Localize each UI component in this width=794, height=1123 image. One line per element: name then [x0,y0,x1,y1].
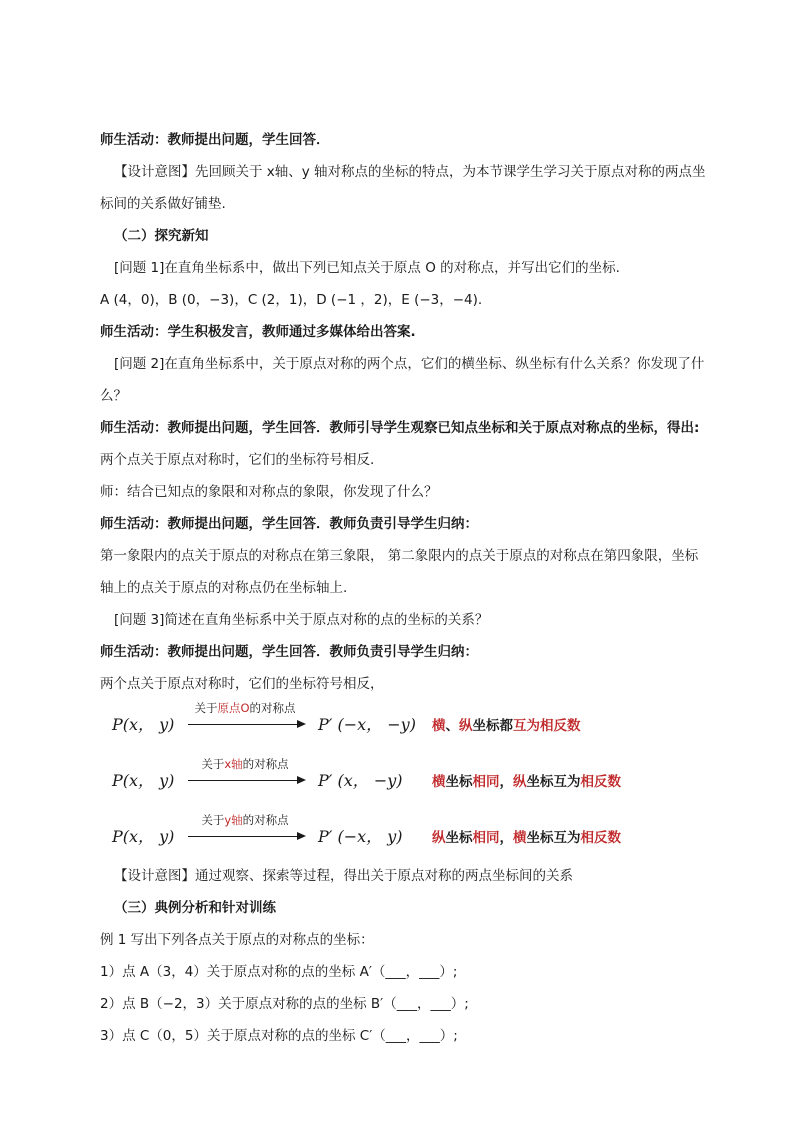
note-segment: 相反数 [580,830,621,846]
formula-note [432,826,621,846]
formula-to: P′ (x， −y) [318,771,403,790]
exercise-2: 2）点 B（−2，3）关于原点对称的点的坐标 B′（___，___）; [100,996,469,1012]
note-segment: 相同 [472,774,500,790]
arrow-head-icon [297,720,306,728]
arrow-label-pre: 关于 [201,757,225,771]
arrow-label-highlight: y轴 [224,813,243,827]
result-line-3: 两个点关于原点对称时，它们的坐标符号相反， [100,676,384,692]
formula-note [432,714,581,734]
question-2-line-a: [问题 2]在直角坐标系中，关于原点对称的两个点，它们的横坐标、纵坐标有什么关系？你发现了什 [114,356,705,372]
activity-line-1: 师生活动：教师提出问题，学生回答． [100,132,330,148]
arrow-label [184,812,306,828]
activity-line-4: 师生活动：教师提出问题，学生回答．教师负责引导学生归纳： [100,516,478,532]
section-heading-explore: （二）探究新知 [114,228,209,244]
note-segment: 纵 [459,718,473,734]
result-line-2a: 第一象限内的点关于原点的对称点在第三象限， 第二象限内的点关于原点的对称点在第四象限，坐标 [100,548,699,564]
note-segment: 坐标 [445,830,473,846]
activity-line-2: 师生活动：学生积极发言，教师通过多媒体给出答案. [100,324,416,340]
formula-arrow [184,700,306,736]
note-segment: 互为相反数 [513,718,581,734]
note-segment: 纵 [432,830,446,846]
result-line-2b: 轴上的点关于原点的对称点仍在坐标轴上. [100,580,348,596]
formula-from: P(x， y) [112,715,175,734]
note-segment: 横 [432,774,446,790]
design-intent-1-line-a: 【设计意图】先回顾关于 x轴、y 轴对称点的坐标的特点，为本节课学生学习关于原点对称的两点坐 [114,164,706,180]
arrow-label-pre: 关于 [194,701,218,715]
formula-from: P(x， y) [112,771,175,790]
note-segment: ， [499,830,513,846]
arrow-shaft [188,836,302,837]
section-heading-examples: （三）典例分析和针对训练 [114,900,276,916]
arrow-label [184,756,306,772]
arrow-label-post: 的对称点 [242,757,289,771]
formula-to: P′ (−x， y) [318,827,403,846]
design-intent-1-line-b: 标间的关系做好铺垫. [100,196,226,212]
note-segment: ， [499,774,513,790]
activity-line-5: 师生活动：教师提出问题，学生回答．教师负责引导学生归纳： [100,644,478,660]
note-segment: 坐标互为 [526,774,581,790]
example-1-heading: 例 1 写出下列各点关于原点的对称点的坐标： [100,932,374,948]
formula-row-origin [100,700,700,740]
arrow-label-post: 的对称点 [242,813,289,827]
arrow-label [184,700,306,716]
note-segment: 坐标互为 [526,830,581,846]
teacher-question: 师：结合已知点的象限和对称点的象限，你发现了什么？ [100,484,438,500]
formula-row-x-axis [100,756,700,796]
formula-to: P′ (−x， −y) [318,715,416,734]
arrow-head-icon [297,776,306,784]
formula-note [432,770,621,790]
formula-arrow [184,812,306,848]
arrow-shaft [188,780,302,781]
note-segment: 相反数 [580,774,621,790]
arrow-shaft [188,724,302,725]
question-1: [问题 1]在直角坐标系中，做出下列已知点关于原点 O 的对称点，并写出它们的坐标. [114,260,620,276]
formula-arrow [184,756,306,792]
note-segment: 横 [513,830,527,846]
note-segment: 坐标 [445,774,473,790]
activity-line-3: 师生活动：教师提出问题，学生回答．教师引导学生观察已知点坐标和关于原点对称点的坐标，得出: [100,420,700,436]
note-segment: 纵 [513,774,527,790]
note-segment: 相同 [472,830,500,846]
question-3: [问题 3]简述在直角坐标系中关于原点对称的点的坐标的关系？ [114,612,489,628]
question-2-line-b: 么？ [100,388,127,404]
note-segment: 、 [445,718,459,734]
exercise-3: 3）点 C（0，5）关于原点对称的点的坐标 C′（___，___）; [100,1028,458,1044]
formula-row-y-axis [100,812,700,852]
formula-from: P(x， y) [112,827,175,846]
arrow-label-highlight: x轴 [224,757,243,771]
arrow-label-post: 的对称点 [249,701,296,715]
arrow-head-icon [297,832,306,840]
design-intent-2: 【设计意图】通过观察、探索等过程，得出关于原点对称的两点坐标间的关系 [114,868,573,884]
note-segment: 横 [432,718,446,734]
arrow-label-highlight: 原点O [217,701,250,715]
arrow-label-pre: 关于 [201,813,225,827]
exercise-1: 1）点 A（3，4）关于原点对称的点的坐标 A′（___，___）; [100,964,458,980]
note-segment: 坐标都 [472,718,513,734]
result-line-1: 两个点关于原点对称时，它们的坐标符号相反. [100,452,375,468]
points-list: A (4，0)，B (0，−3)，C (2，1)，D (−1 ，2)，E (−3，−4). [100,292,483,308]
